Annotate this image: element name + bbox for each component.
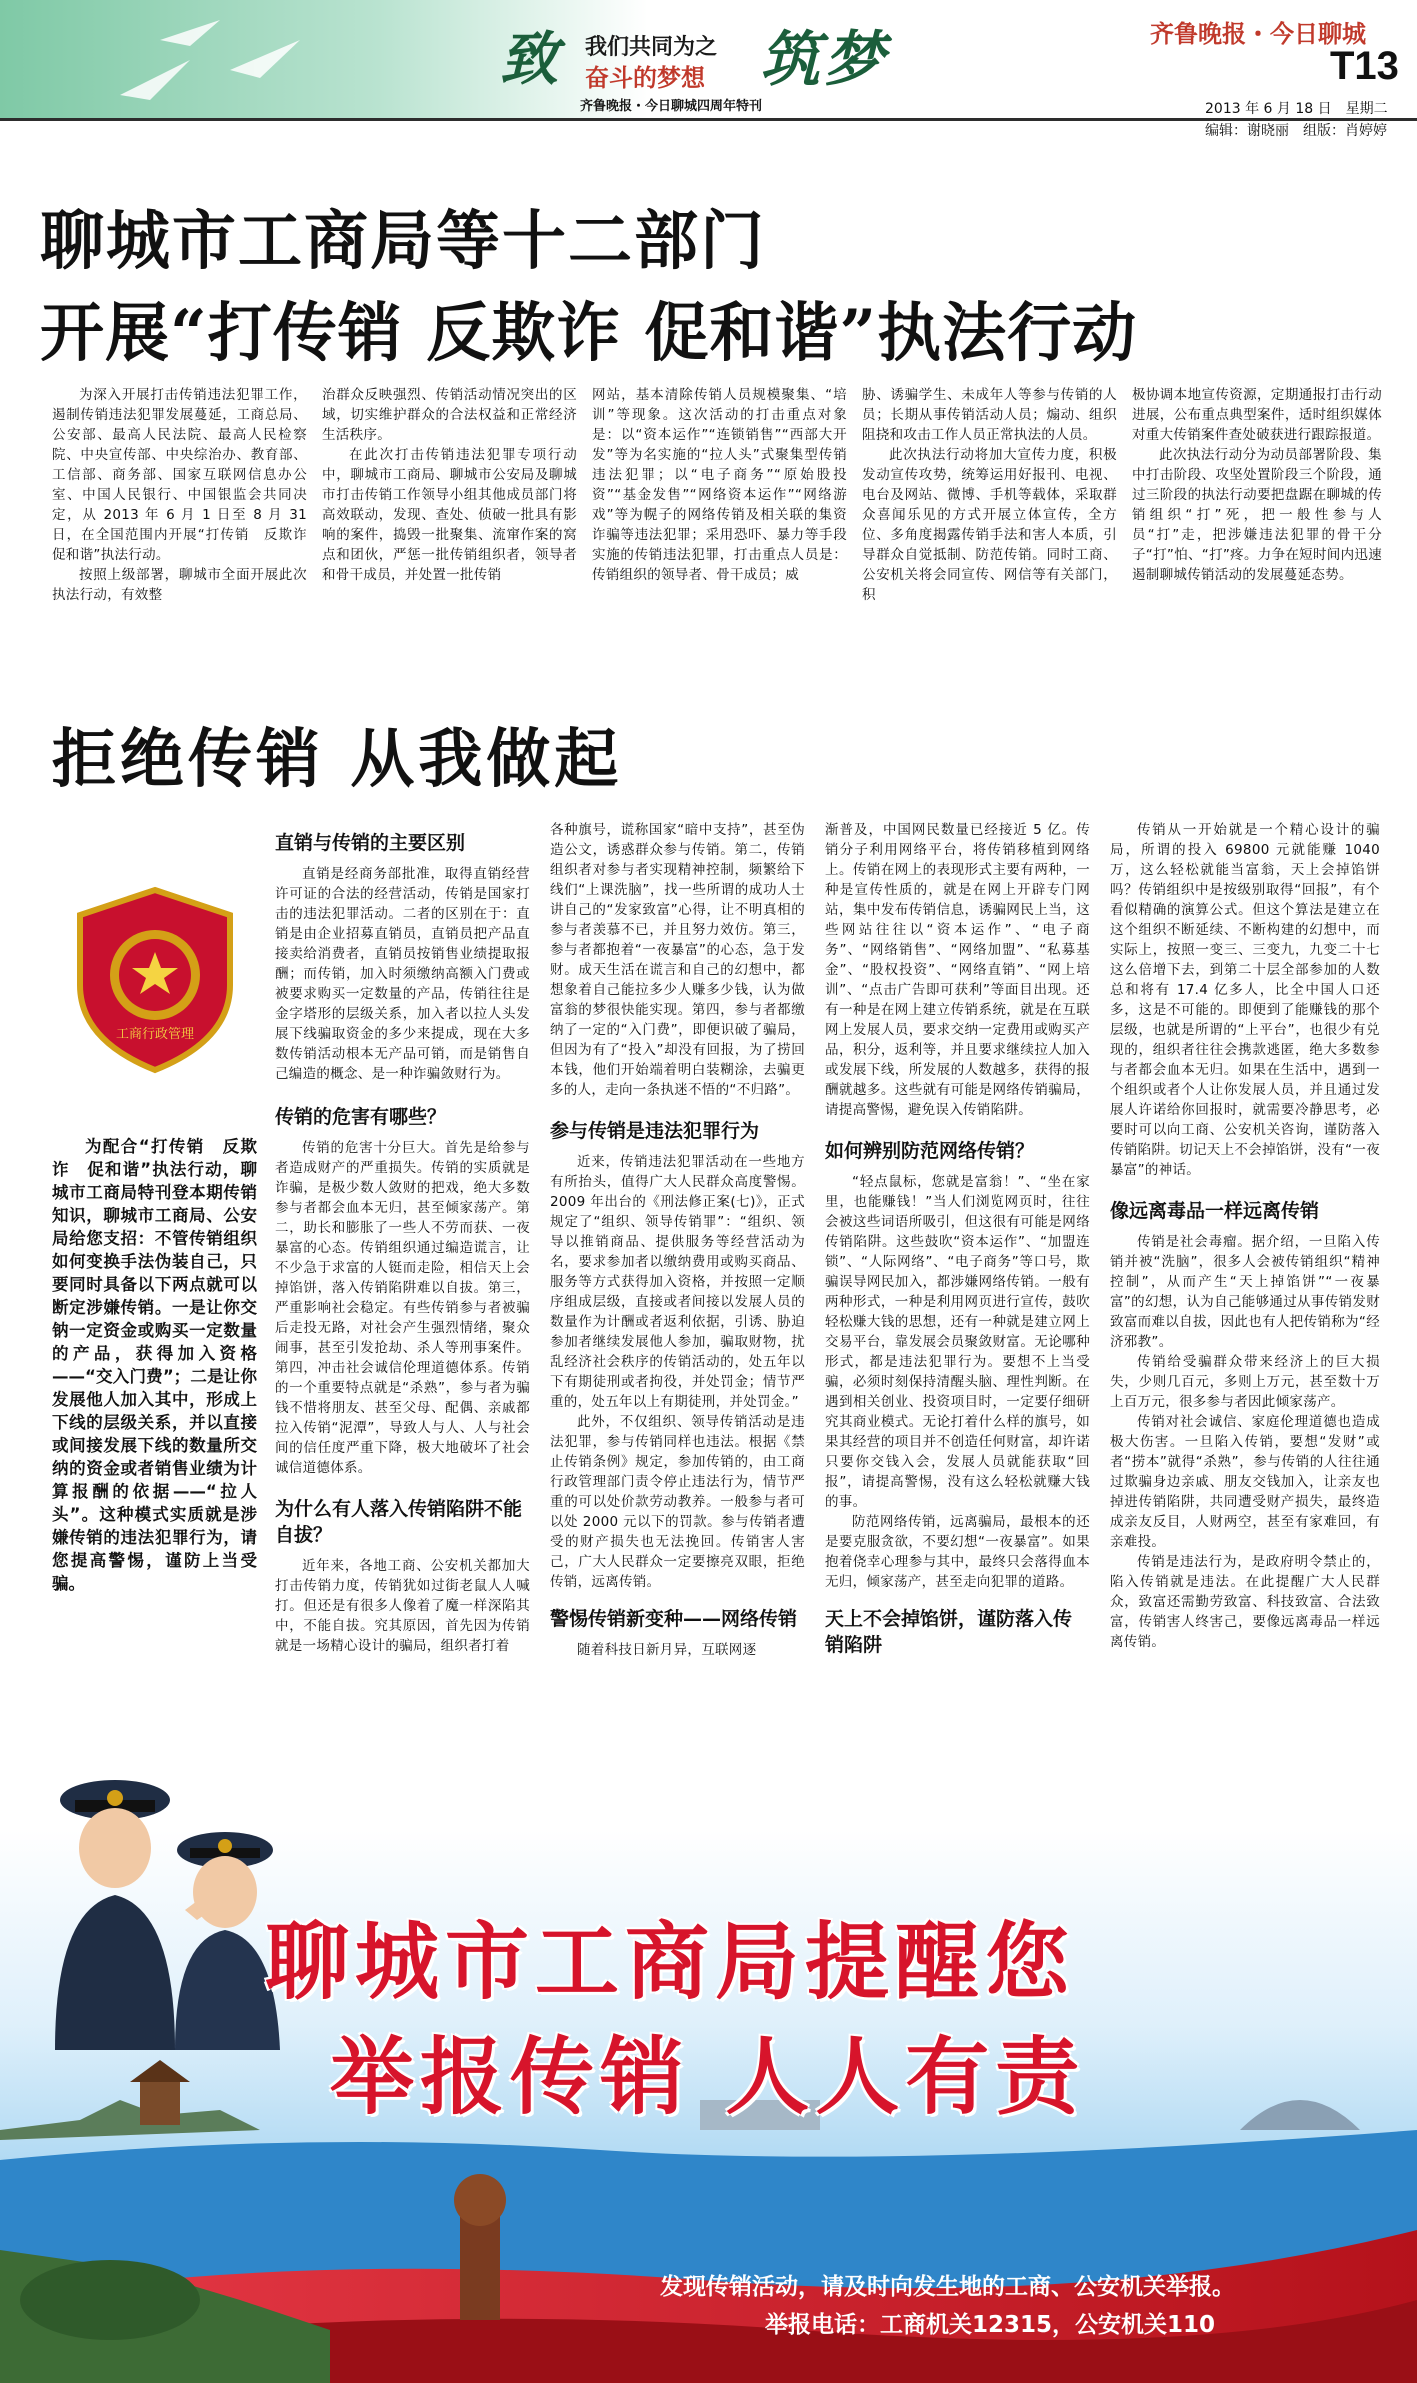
page-number: T13 — [1330, 44, 1399, 88]
knowledge-col-b — [550, 820, 805, 1660]
subhead-why-trapped: 为什么有人落入传销陷阱不能自拔？ — [275, 1498, 523, 1546]
edition-note: 齐鲁晚报・今日聊城四周年特刊 — [580, 99, 763, 114]
officers-illustration — [35, 1770, 295, 2050]
body-para: 传销的危害十分巨大。首先是给参与者造成财产的严重损失。传销的实质就是诈骗，是极少数人敛财的把戏，绝大多数参与者都会血本无归，甚至倾家荡产。第二，助长和膨胀了一些人不劳而获、一夜暴富的心态。传销组织通过编造谎言，让不少急于求富的人铤而走险，相信天上会掉馅饼，落入传销陷阱难以自拔。第三，严重影响社会稳定。有些传销参与者被骗后走投无路，对社会产生强烈情绪，聚众闹事，甚至引发抢劫、杀人等刑事案件。第四，冲击社会诚信伦理道德体系。传销的一个重要特点就是“杀熟”，参与者为骗钱不惜将朋友、甚至父母、配偶、亲戚都拉入传销“泥潭”，导致人与人、人与社会间的信任度严重下降，极大地破坏了社会诚信道德体系。 — [275, 1140, 530, 1476]
knowledge-col-c — [825, 820, 1090, 1666]
seal-label: 工商行政管理 — [115, 1027, 195, 1042]
knowledge-col-d — [1110, 820, 1380, 1652]
banner-notice: 发现传销活动，请及时向发生地的工商、公安机关举报。 — [660, 2274, 1235, 2300]
body-para: 此外，不仅组织、领导传销活动是违法犯罪，参与传销同样也违法。根据《禁止传销条例》规定，参加传销的，由工商行政管理部门责令停止违法行为，情节严重的可以处价款劳动教养。一般参与者可以处 2000 元以下的罚款。参与传销者遭受的财产损失也无法挽回。传销害人害己，广大人民群众一定要擦亮双眼，拒绝传销，远离传销。 — [550, 1414, 805, 1590]
slogan-line1: 我们共同为之 — [585, 35, 718, 60]
issue-date: 2013 年 6 月 18 日 星期二 — [1205, 101, 1388, 117]
lead-col5-para: 此次执法行动分为动员部署阶段、集中打击阶段、攻坚处置阶段三个阶段，通过三阶段的执法行动要把盘踞在聊城的传销组织“打”死，把一般性参与人员“打”走，把涉嫌违法犯罪的骨干分子“打”怕、“打”疼。力争在短时间内迅速遏制聊城传销活动的发展蔓延态势。 — [1132, 447, 1382, 583]
knowledge-col-a — [275, 820, 530, 1656]
seal-emblem — [60, 880, 250, 1080]
subhead-identify-online: 如何辨别防范网络传销？ — [825, 1140, 1035, 1162]
body-para: “轻点鼠标，您就是富翁！”、“坐在家里，也能赚钱！”当人们浏览网页时，往往会被这些词语所吸引，但这很有可能是网络传销陷阱。这些鼓吹“资本运作”、“加盟连锁”、“人际网络”、“电子商务”等口号，欺骗误导网民加入，都涉嫌网络传销。一般有两种形式，一种是利用网页进行宣传，鼓吹轻松赚大钱的思想，还有一种就是建立网上交易平台，靠发展会员聚敛财富。无论哪种形式，都是违法犯罪行为。要想不上当受骗，必须时刻保持清醒头脑、理性判断。在遇到相关创业、投资项目时，一定要仔细研究其商业模式。无论打着什么样的旗号，如果其经营的项目并不创造任何财富，却许诺只要你交钱入会，发展人员就能获取“回报”，请提高警惕，没有这么轻松就赚大钱的事。 — [825, 1174, 1090, 1510]
lead-col2-para: 治群众反映强烈、传销活动情况突出的区域，切实维护群众的合法权益和正常经济生活秩序。 — [322, 387, 577, 443]
section-title: 拒绝传销 从我做起 — [52, 722, 623, 797]
lead-col-3 — [592, 385, 847, 585]
body-para: 近来，传销违法犯罪活动在一些地方有所抬头，值得广大人民群众高度警惕。2009 年出台的《刑法修正案(七)》，正式规定了“组织、领导传销罪”：“组织、领导以推销商品、提供服务等经营活动为名，要求参加者以缴纳费用或购买商品、服务等方式获得加入资格，并按照一定顺序组成层级，直接或者间接以发展人员的数量作为计酬或者返利依据，引诱、胁迫参加者继续发展他人参加，骗取财物，扰乱经济社会秩序的传销活动的，处五年以下有期徒刑或者拘役，并处罚金；情节严重的，处五年以上有期徒刑，并处罚金。” — [550, 1154, 805, 1410]
body-para: 渐普及，中国网民数量已经接近 5 亿。传销分子利用网络平台，将传销移植到网络上。传销在网上的表现形式主要有两种，一种是宣传性质的，就是在网上开辟专门网站，集中发布传销信息，诱骗网民上当，这些网站往往以“资本运作”、“电子商务”、“网络销售”、“网络加盟”、“私募基金”、“股权投资”、“网络直销”、“网上培训”、“点击广告即可获利”等面目出现。还有一种是在网上建立传销系统，就是在互联网上发展人员，要求交纳一定费用或购买产品，积分，返利等，并且要求继续拉人加入或发展下线，所发展的人数越多，获得的报酬就越多。这些就有可能是网络传销骗局，请提高警惕，避免误入传销陷阱。 — [825, 822, 1090, 1118]
subhead-online-variant: 警惕传销新变种——网络传销 — [550, 1608, 798, 1630]
headline-line1: 聊城市工商局等十二部门 — [40, 204, 766, 279]
subhead-stay-away: 像远离毒品一样远离传销 — [1110, 1200, 1320, 1222]
body-para: 直销是经商务部批准，取得直销经营许可证的合法的经营活动，传销是国家打击的违法犯罪活动。二者的区别在于：直销是由企业招募直销员，直销员把产品直接卖给消费者，直销员按销售业绩提取报酬；而传销，加入时须缴纳高额入门费或被要求购买一定数量的产品，传销往往是金字塔形的层级关系，加入者以拉人头发展下线骗取资金的多少来提成，现在大多数传销活动根本无产品可销，而是销售自己编造的概念、是一种诈骗敛财行为。 — [275, 866, 530, 1082]
body-para: 传销是违法行为，是政府明令禁止的，陷入传销就是违法。在此提醒广大人民群众，致富还需勤劳致富、科技致富、合法致富，传销害人终害己，要像远离毒品一样远离传销。 — [1110, 1554, 1380, 1650]
lead-col5-para: 极协调本地宣传资源，定期通报打击行动进展，公布重点典型案件，适时组织媒体对重大传销案件查处破获进行跟踪报道。 — [1132, 387, 1382, 443]
subhead-illegal: 参与传销是违法犯罪行为 — [550, 1120, 760, 1142]
lead-col4-para: 此次执法行动将加大宣传力度，积极发动宣传攻势，统筹运用好报刊、电视、电台及网站、微博、手机等载体，采取群众喜闻乐见的方式开展立体宣传，全方位、多角度揭露传销手法和害人本质，引导群众自觉抵制、防范传销。同时工商、公安机关将会同宣传、网信等有关部门，积 — [862, 447, 1117, 603]
lead-col4-para: 胁、诱骗学生、未成年人等参与传销的人员；长期从事传销活动人员；煽动、组织阻挠和攻击工作人员正常执法的人员。 — [862, 387, 1117, 443]
lead-col1-para: 按照上级部署，聊城市全面开展此次执法行动，有效整 — [52, 567, 307, 603]
body-para: 传销给受骗群众带来经济上的巨大损失，少则几百元，多则上万元，甚至数十万上百万元，很多参与者因此倾家荡产。 — [1110, 1354, 1380, 1410]
body-para: 各种旗号，谎称国家“暗中支持”，甚至伪造公文，诱惑群众参与传销。第二，传销组织者对参与者实现精神控制，频繁给下线们“上课洗脑”，找一些所谓的成功人士讲自己的“发家致富”心得，让不明真相的参与者羡慕不已，并且努力效仿。第三，参与者都抱着“一夜暴富”的心态，急于发财。成天生活在谎言和自己的幻想中，都想象着自己能拉多少人赚多少钱，认为做富翁的梦很快能实现。第四，参与者都缴纳了一定的“入门费”，即便识破了骗局，但因为有了“投入”却没有回报，为了捞回本钱，他们开始端着明白装糊涂，去骗更多的人，走向一条执迷不悟的“不归路”。 — [550, 822, 805, 1098]
lead-col2-para: 在此次打击传销违法犯罪专项行动中，聊城市工商局、聊城市公安局及聊城市打击传销工作领导小组其他成员部门将高效联动，发现、查处、侦破一批具有影响的案件，捣毁一批聚集、流窜作案的窝点和团伙，严惩一批传销组织者，领导者和骨干成员，并处置一批传销 — [322, 447, 577, 583]
body-para: 传销是社会毒瘤。据介绍，一旦陷入传销并被“洗脑”，很多人会被传销组织“精神控制”，从而产生“天上掉馅饼”“一夜暴富”的幻想，认为自己能够通过从事传销发财致富而难以自拔，因此也有人把传销称为“经济邪教”。 — [1110, 1234, 1380, 1350]
lead-col-4 — [862, 385, 1117, 605]
slogan-zhi: 致 — [500, 25, 559, 93]
lead-col-2 — [322, 385, 577, 585]
subhead-harms: 传销的危害有哪些？ — [275, 1106, 447, 1128]
slogan-zhumeng: 筑梦 — [760, 25, 888, 95]
subhead-no-free-lunch: 天上不会掉馅饼，谨防落入传销陷阱 — [825, 1608, 1073, 1656]
lead-col-5 — [1132, 385, 1382, 585]
sidebar-intro: 为配合“打传销 反欺诈 促和谐”执法行动，聊城市工商局特刊登本期传销知识，聊城市工商局、公安局给您支招：不管传销组织如何变换手法伪装自己，只要同时具备以下两点就可以断定涉嫌传销。一是让你交钠一定资金或购买一定数量的产品，获得加入资格——“交入门费”；二是让你发展他人加入其中，形成上下线的层级关系，并以直接或间接发展下线的数量所交纳的资金或者销售业绩为计算报酬的依据——“拉人头”。这种模式实质就是涉嫌传销的违法犯罪行为，请您提高警惕，谨防上当受骗。 — [52, 1137, 257, 1593]
banner-hotline: 举报电话：工商机关12315，公安机关110 — [765, 2312, 1216, 2338]
lead-col3-para: 网站，基本清除传销人员规模聚集、“培训”等现象。这次活动的打击重点对象是：以“资本运作”“连锁销售”“西部大开发”等为名实施的“拉人头”式聚集型传销违法犯罪；以“电子商务”“原始股投资”“基金发售”“网络资本运作”“网络游戏”等为幌子的网络传销及相关联的集资诈骗等违法犯罪；采用恐吓、暴力等手段实施的传销违法犯罪，打击重点人员是：传销组织的领导者、骨干成员；威 — [592, 387, 847, 583]
body-para: 传销从一开始就是一个精心设计的骗局，所谓的投入 69800 元就能赚 1040 万，这么轻松就能当富翁，天上会掉馅饼吗？传销组织中是按级别取得“回报”，有个看似精确的演算公式。但这个算法是建立在这个组织不断延续、不断构建的幻想中，而实际上，按照一变三、三变九，九变二十七这么倍增下去，到第二十层全部参加的人数总和将有 17.4 亿多人，比全中国人口还多，这是不可能的。即便到了能赚钱的那个层级，也就是所谓的“上平台”，也很少有兑现的，组织者往往会携款逃匿，绝大多数参与者都会血本无归。如果在生活中，遇到一个组织或者个人让你发展人员，并且通过发展人许诺给你回报时，就需要冷静思考，必要时可以向工商、公安机关咨询，谨防落入传销陷阱。切记天上不会掉馅饼，没有“一夜暴富”的神话。 — [1110, 822, 1380, 1178]
body-para: 传销对社会诚信、家庭伦理道德也造成极大伤害。一旦陷入传销，要想“发财”或者“捞本”就得“杀熟”，参与传销的人往往通过欺骗身边亲戚、朋友交钱加入，让亲友也掉进传销陷阱，共同遭受财产损失，最终造成亲友反目，人财两空，甚至有家难回，有亲难投。 — [1110, 1414, 1380, 1550]
subhead-direct-vs-pyramid: 直销与传销的主要区别 — [275, 832, 466, 854]
banner-line2: 举报传销 人人有责 — [330, 2028, 1086, 2126]
masthead — [0, 0, 1417, 150]
body-para: 随着科技日新月异，互联网逐 — [577, 1642, 757, 1658]
slogan-line2: 奋斗的梦想 — [585, 64, 705, 92]
paper-name: 齐鲁晚报・今日聊城 — [1150, 19, 1366, 48]
body-para: 近年来，各地工商、公安机关都加大打击传销力度，传销犹如过街老鼠人人喊打。但还是有很多人像着了魔一样深陷其中，不能自拔。究其原因，首先因为传销就是一场精心设计的骗局，组织者打着 — [275, 1558, 530, 1654]
lead-col1-para: 为深入开展打击传销违法犯罪工作，遏制传销违法犯罪发展蔓延，工商总局、公安部、最高人民法院、最高人民检察院、中央宣传部、中央综治办、教育部、工信部、商务部、国家互联网信息办公室、中国人民银行、中国银监会共同决定，从 2013 年 6 月 1 日至 8 月 31 日，在全国范围内开展“打传销 反欺诈 促和谐”执法行动。 — [52, 387, 321, 563]
editors: 编辑：谢晓丽 组版：肖婷婷 — [1205, 123, 1387, 139]
banner-line1: 聊城市工商局提醒您 — [265, 1913, 1076, 2011]
lead-col-1 — [52, 385, 321, 605]
body-para: 防范网络传销，远离骗局，最根本的还是要克服贪欲，不要幻想“一夜暴富”。如果抱着侥幸心理参与其中，最终只会落得血本无归，倾家荡产，甚至走向犯罪的道路。 — [825, 1514, 1090, 1590]
headline-line2: 开展“打传销 反欺诈 促和谐”执法行动 — [40, 296, 1138, 371]
